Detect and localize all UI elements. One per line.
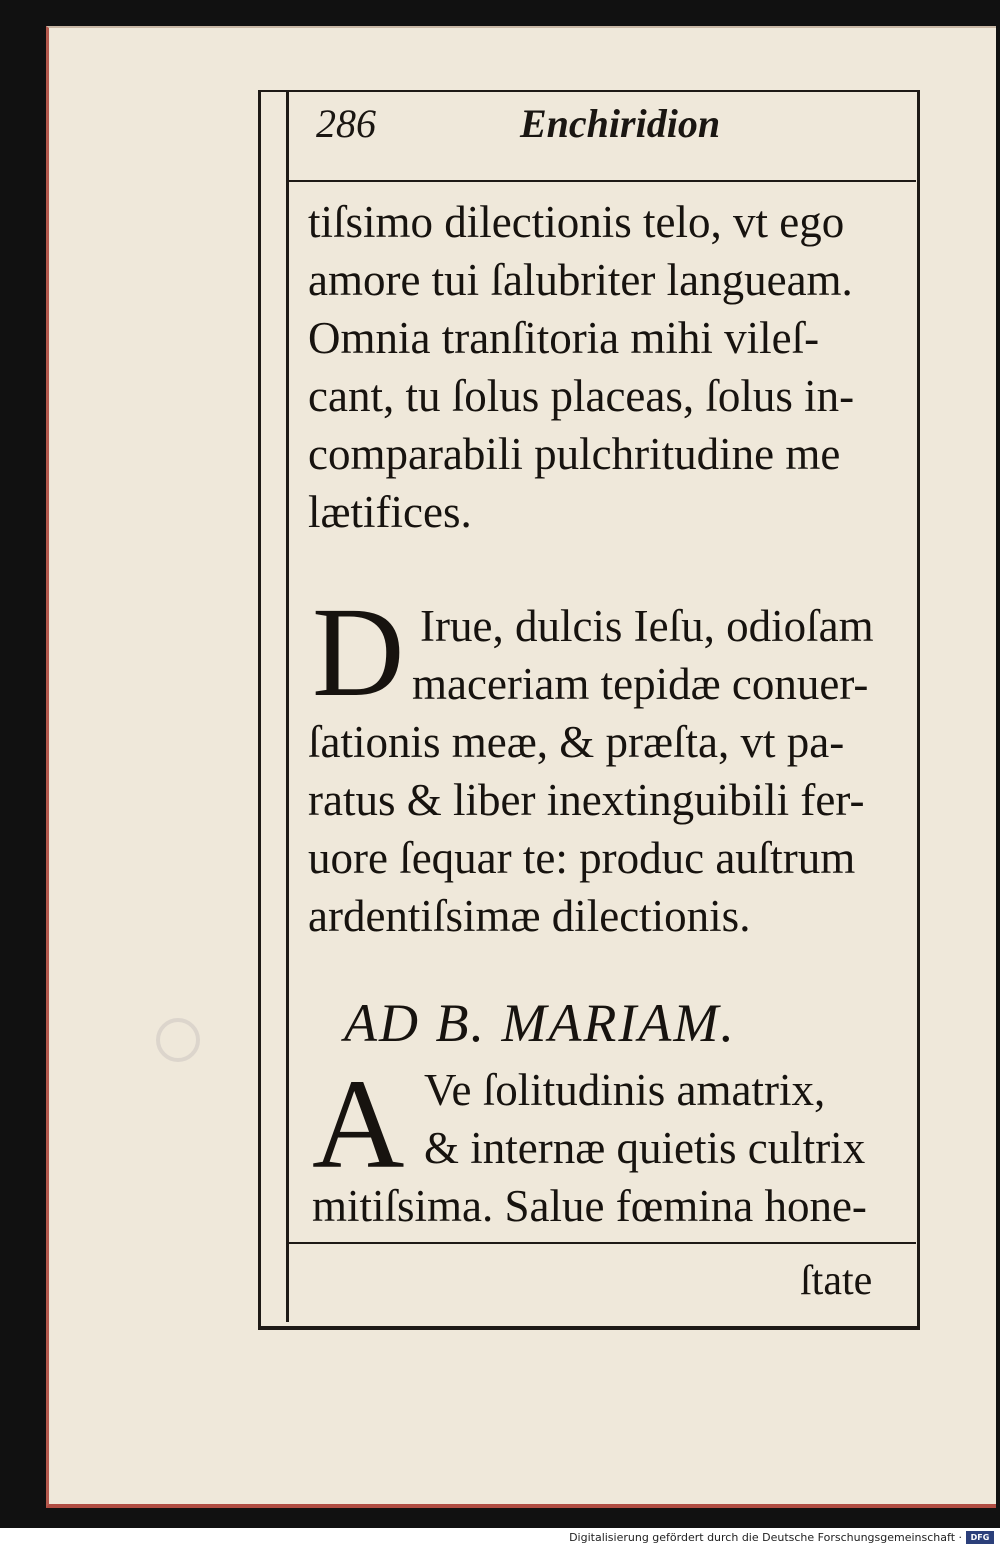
- text-line: lætifices.: [308, 487, 472, 537]
- text-line: & internæ quietis cultrix: [424, 1123, 866, 1173]
- text-line: Ve ſolitudinis amatrix,: [424, 1065, 826, 1115]
- drop-cap-initial: A: [312, 1053, 405, 1195]
- footer-rule: [288, 1242, 916, 1244]
- funding-notice: Digitalisierung gefördert durch die Deutsche Forschungsgemeinschaft ·: [569, 1531, 962, 1544]
- text-line: ſationis meæ, & præſta, vt pa-: [308, 717, 845, 767]
- text-line: ardentiſsimæ dilectionis.: [308, 891, 751, 941]
- library-stamp-mark: [156, 1018, 200, 1062]
- text-line: ratus & liber inextinguibili fer-: [308, 775, 865, 825]
- text-line: maceriam tepidæ conuer-: [412, 659, 869, 709]
- text-line: comparabili pulchritudine me: [308, 429, 841, 479]
- catchword: ſtate: [800, 1258, 873, 1304]
- dfg-logo-icon: DFG: [966, 1531, 994, 1544]
- text-line: mitiſsima. Salue fœmina hone-: [312, 1181, 867, 1231]
- text-line: cant, tu ſolus placeas, ſolus in-: [308, 371, 855, 421]
- drop-cap-initial: D: [312, 581, 405, 723]
- header-rule: [288, 180, 916, 182]
- footer-bar: [0, 1528, 1000, 1548]
- text-line: tiſsimo dilectionis telo, vt ego: [308, 197, 845, 247]
- text-line: amore tui ſalubriter langueam.: [308, 255, 853, 305]
- text-line: uore ſequar te: produc auſtrum: [308, 833, 856, 883]
- text-line: Omnia tranſitoria mihi vileſ-: [308, 313, 820, 363]
- page-number: 286: [316, 101, 376, 146]
- text-line: Irue, dulcis Ieſu, odioſam: [420, 601, 874, 651]
- running-title: Enchiridion: [520, 101, 721, 146]
- section-heading: AD B. MARIAM.: [344, 993, 736, 1053]
- inner-margin-rule: [286, 92, 289, 1322]
